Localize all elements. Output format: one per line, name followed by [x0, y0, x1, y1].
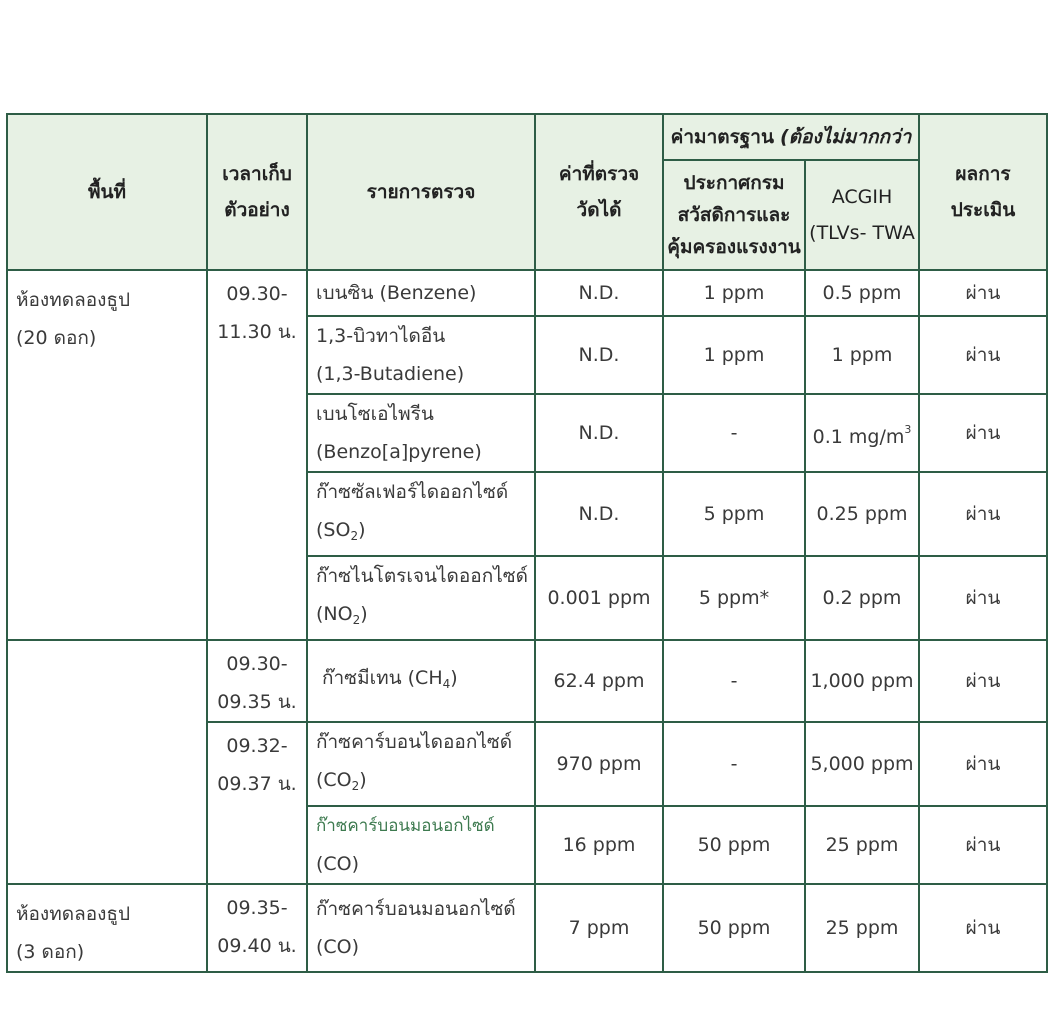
measured-cell: 970 ppm [535, 722, 663, 806]
result-cell: ผ่าน [919, 270, 1047, 316]
item-cell: ก๊าซคาร์บอนมอนอกไซด์ (CO) [307, 884, 535, 972]
table-row [7, 640, 1047, 722]
item-cell: ก๊าซมีเทน $(CH_4)$ [307, 640, 535, 722]
header-row-1 [7, 114, 1047, 160]
acgih-cell: 0.2 ppm [805, 556, 919, 640]
acgih-cell: 1 ppm [805, 316, 919, 394]
area-cell: ห้องทดลองธูป (20 ดอก) [7, 270, 207, 640]
header-acgih: ACGIH (TLVs- TWA [805, 160, 919, 270]
result-cell: ผ่าน [919, 394, 1047, 472]
header-measured: ค่าที่ตรวจ วัดได้ [535, 114, 663, 270]
acgih-cell: 5,000 ppm [805, 722, 919, 806]
measured-cell: N.D. [535, 270, 663, 316]
result-cell: ผ่าน [919, 316, 1047, 394]
header-result: ผลการ ประเมิน [919, 114, 1047, 270]
dept-cell: 50 ppm [663, 884, 805, 972]
item-cell: 1,3-บิวทาไดอีน (1,3-Butadiene) [307, 316, 535, 394]
result-cell: ผ่าน [919, 472, 1047, 556]
item-cell: ก๊าซคาร์บอนมอนอกไซด์ (CO) [307, 806, 535, 884]
measured-cell: N.D. [535, 394, 663, 472]
acgih-cell: 0.25 ppm [805, 472, 919, 556]
measured-cell: N.D. [535, 316, 663, 394]
dept-cell: 1 ppm [663, 270, 805, 316]
dept-cell: 5 ppm* [663, 556, 805, 640]
header-area: พื้นที่ [7, 114, 207, 270]
result-cell: ผ่าน [919, 556, 1047, 640]
header-standard: ค่ามาตรฐาน (ต้องไม่มากกว่า [663, 114, 919, 160]
result-cell: ผ่าน [919, 884, 1047, 972]
result-cell: ผ่าน [919, 722, 1047, 806]
dept-cell: 50 ppm [663, 806, 805, 884]
acgih-cell: 1,000 ppm [805, 640, 919, 722]
acgih-cell: 0.1 $mg/m^3$ [805, 394, 919, 472]
dept-cell: 1 ppm [663, 316, 805, 394]
dept-cell: - [663, 394, 805, 472]
acgih-cell: 25 ppm [805, 806, 919, 884]
dept-cell: - [663, 722, 805, 806]
item-cell: เบนซิน (Benzene) [307, 270, 535, 316]
area-continuation [7, 640, 207, 884]
area-cell: ห้องทดลองธูป (3 ดอก) [7, 884, 207, 972]
time-cell: 09.30- 11.30 น. [207, 270, 307, 640]
time-cell: 09.32- 09.37 น. [207, 722, 307, 884]
results-table-frame [6, 113, 1024, 963]
measured-cell: 62.4 ppm [535, 640, 663, 722]
item-cell: เบนโซเอไพรีน (Benzo[a]pyrene) [307, 394, 535, 472]
result-cell: ผ่าน [919, 640, 1047, 722]
time-cell: 09.35- 09.40 น. [207, 884, 307, 972]
dept-cell: 5 ppm [663, 472, 805, 556]
item-cell: ก๊าซซัลเฟอร์ไดออกไซด์ $(SO_2)$ [307, 472, 535, 556]
table-row [7, 270, 1047, 316]
measured-cell: 0.001 ppm [535, 556, 663, 640]
time-cell: 09.30- 09.35 น. [207, 640, 307, 722]
header-time: เวลาเก็บ ตัวอย่าง [207, 114, 307, 270]
result-cell: ผ่าน [919, 806, 1047, 884]
measured-cell: 7 ppm [535, 884, 663, 972]
dept-cell: - [663, 640, 805, 722]
item-cell: ก๊าซคาร์บอนไดออกไซด์ $(CO_2)$ [307, 722, 535, 806]
air-quality-table [6, 113, 1048, 973]
item-cell: ก๊าซไนโตรเจนไดออกไซด์ $(NO_2)$ [307, 556, 535, 640]
acgih-cell: 25 ppm [805, 884, 919, 972]
header-dept: ประกาศกรม สวัสดิการและ คุ้มครองแรงงาน [663, 160, 805, 270]
measured-cell: 16 ppm [535, 806, 663, 884]
acgih-cell: 0.5 ppm [805, 270, 919, 316]
measured-cell: N.D. [535, 472, 663, 556]
header-item: รายการตรวจ [307, 114, 535, 270]
table-row [7, 884, 1047, 972]
